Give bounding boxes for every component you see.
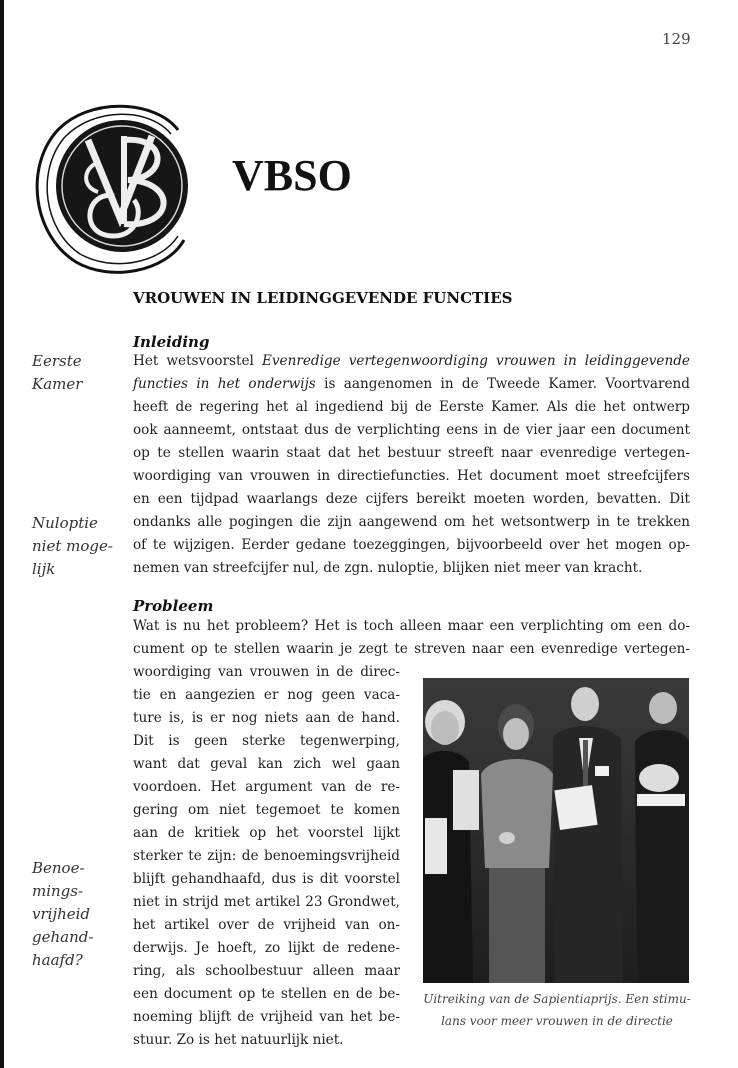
margin-note-line: Kamer xyxy=(32,375,83,393)
group-photo-image xyxy=(423,678,689,983)
page-spine-edge xyxy=(0,0,4,1068)
body-line xyxy=(133,355,690,369)
body-line: noeming blijft de vrijheid van het be- xyxy=(133,1009,400,1025)
vbso-logo xyxy=(28,96,200,276)
body-text: is aangenomen in de Tweede Kamer. Voortvarend xyxy=(315,376,690,392)
logo-title: VBSO xyxy=(232,151,352,200)
body-line: ture is, is er nog niets aan de hand. xyxy=(133,710,400,726)
margin-note-line: gehand- xyxy=(32,928,94,946)
margin-note-line: Eerste xyxy=(32,352,82,370)
photo-caption-line: lans voor meer vrouwen in de directie xyxy=(441,1014,673,1028)
subheading-inleiding: Inleiding xyxy=(133,333,210,351)
page-number: 129 xyxy=(662,30,691,48)
body-line: het artikel over de vrijheid van on- xyxy=(133,917,400,933)
body-line: een document op te stellen en de be- xyxy=(133,986,400,1002)
body-line: heeft de regering het al ingediend bij de Eerste Kamer. Als die het ontwerp xyxy=(133,399,690,415)
body-line: aan de kritiek op het voorstel lijkt xyxy=(133,825,400,841)
body-line: voordoen. Het argument van de re- xyxy=(133,779,400,795)
body-line: ondanks alle pogingen die zijn aangewend om het wetsontwerp in te trekken xyxy=(133,514,690,530)
body-line: blijft gehandhaafd, dus is dit voorstel xyxy=(133,871,400,887)
margin-note-nuloptie xyxy=(32,512,113,581)
body-text: Het wetsvoorstel xyxy=(133,353,262,369)
body-line: niet in strijd met artikel 23 Grondwet, xyxy=(133,894,400,910)
margin-note-line: Nuloptie xyxy=(32,514,98,532)
margin-note-benoemingsvrijheid xyxy=(32,857,93,972)
body-line: tie en aangezien er nog geen vaca- xyxy=(133,687,400,703)
subheading-probleem: Probleem xyxy=(133,597,214,615)
body-line: ring, als schoolbestuur alleen maar xyxy=(133,963,400,979)
body-line: woordiging van vrouwen in de direc- xyxy=(133,664,400,680)
body-line: gering om niet tegemoet te komen xyxy=(133,802,400,818)
body-line: en een tijdpad waarlangs deze cijfers bereikt moeten worden, bevatten. Dit xyxy=(133,491,690,507)
body-line: Wat is nu het probleem? Het is toch alleen maar een verplichting om een do- xyxy=(133,618,690,634)
margin-note-line: lijk xyxy=(32,560,56,578)
law-title-italic: Evenredige vertegenwoordiging vrouwen in leidinggevende xyxy=(261,353,690,369)
award-ceremony-photo xyxy=(423,678,689,983)
photo-caption-line: Uitreiking van de Sapientiaprijs. Een stimu- xyxy=(423,992,691,1006)
section-heading: VROUWEN IN LEIDINGGEVENDE FUNCTIES xyxy=(133,289,513,307)
body-line: woordiging van vrouwen in directiefuncties. Het document moet streefcijfers xyxy=(133,468,690,484)
law-title-italic: functies in het onderwijs xyxy=(133,376,316,392)
margin-note-line: mings- xyxy=(32,882,84,900)
body-line: sterker te zijn: de benoemingsvrijheid xyxy=(133,848,400,864)
body-line: op te stellen waarin staat dat het bestuur streeft naar evenredige vertegen- xyxy=(133,445,690,461)
vbso-monogram-icon xyxy=(28,96,200,276)
margin-note-line: haafd? xyxy=(32,951,83,969)
body-line: nemen van streefcijfer nul, de zgn. nuloptie, blijken niet meer van kracht. xyxy=(133,560,643,576)
body-line: want dat geval kan zich wel gaan xyxy=(133,756,400,772)
margin-note-line: Benoe- xyxy=(32,859,85,877)
margin-note-line: vrijheid xyxy=(32,905,91,923)
body-line: stuur. Zo is het natuurlijk niet. xyxy=(133,1032,344,1048)
body-line: Dit is geen sterke tegenwerping, xyxy=(133,733,400,749)
body-line: derwijs. Je hoeft, zo lijkt de redene- xyxy=(133,940,400,956)
body-line xyxy=(133,378,690,392)
margin-note-line: niet moge- xyxy=(32,537,113,555)
body-line: ook aanneemt, ontstaat dus de verplichting eens in de vier jaar een document xyxy=(133,422,690,438)
margin-note-eerste-kamer xyxy=(32,350,82,396)
body-line: cument op te stellen waarin je zegt te streven naar een evenredige vertegen- xyxy=(133,641,690,657)
body-line: of te wijzigen. Eerder gedane toezeggingen, bijvoorbeeld over het mogen op- xyxy=(133,537,690,553)
